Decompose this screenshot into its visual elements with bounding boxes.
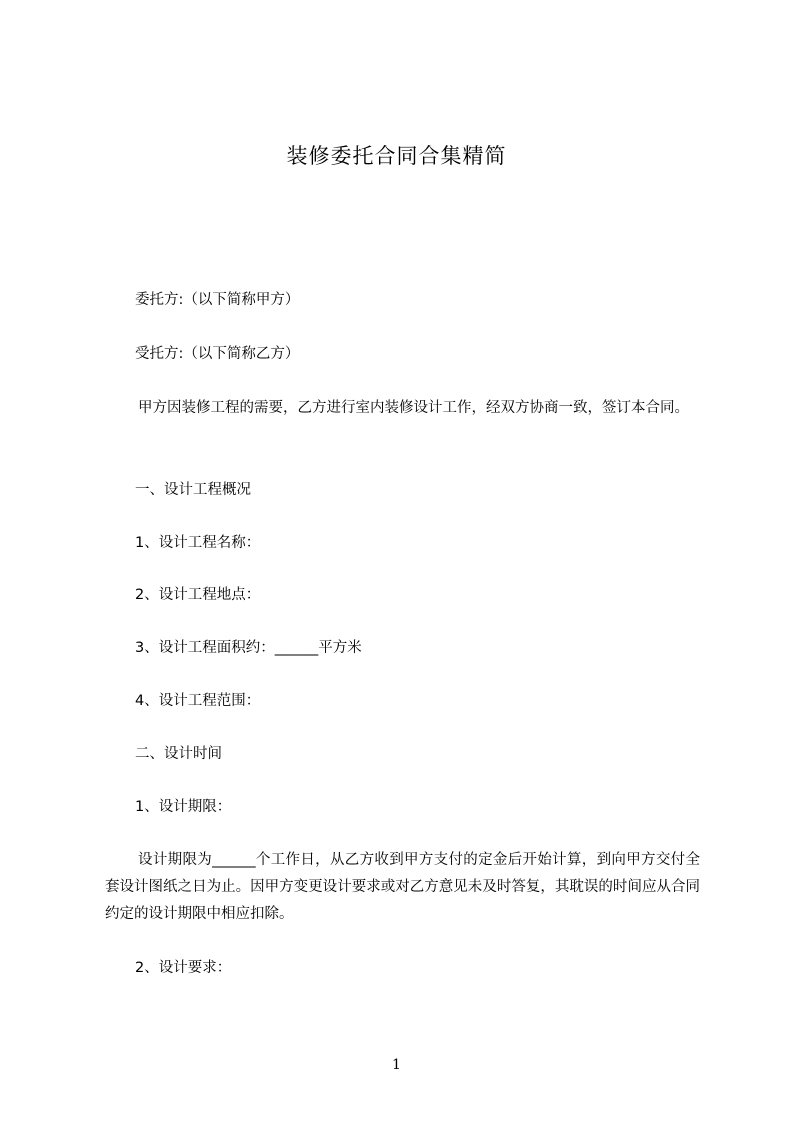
section-heading-time: 二、设计时间 [135,746,222,762]
page-number: 1 [392,1057,401,1073]
design-period-paragraph: 设计期限为______个工作日，从乙方收到甲方支付的定金后开始计算，到向甲方交付全套设计图纸之日为止。因甲方变更设计要求或对乙方意见未及时答复，其耽误的时间应从合同约定的设计期限中相应扣除。 [105,852,700,922]
contractor-line: 受托方:（以下简称乙方） [135,346,300,362]
item-project-area: 3、设计工程面积约：______平方米 [135,640,362,656]
document-title: 装修委托合同合集精简 [286,144,507,168]
section-heading-overview: 一、设计工程概况 [135,482,251,498]
design-period-heading: 1、设计期限： [135,799,232,815]
intro-paragraph: 甲方因装修工程的需要，乙方进行室内装修设计工作，经双方协商一致，签订本合同。 [138,400,689,416]
item-project-scope: 4、设计工程范围： [135,693,261,709]
client-line: 委托方:（以下简称甲方） [135,292,300,308]
item-project-location: 2、设计工程地点： [135,587,261,603]
item-project-name: 1、设计工程名称： [135,535,261,551]
design-requirements-heading: 2、设计要求： [135,960,232,976]
